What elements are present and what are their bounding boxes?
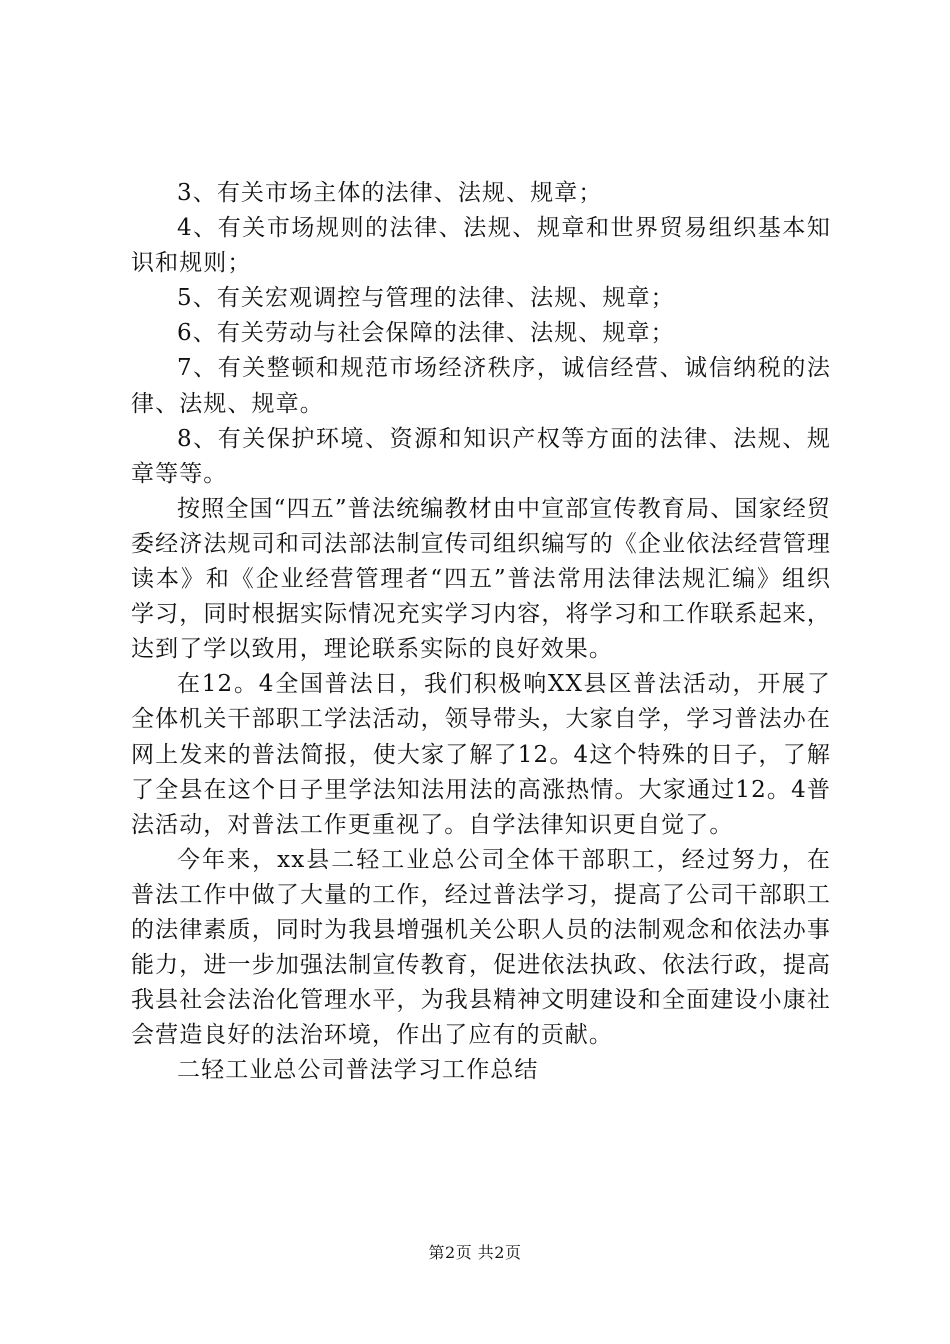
paragraph-study-materials: 按照全国“四五”普法统编教材由中宣部宣传教育局、国家经贸委经济法规司和司法部法制宣传司组织编写的《企业依法经营管理读本》和《企业经营管理者“四五”普法常用法律法规汇编》组织学习，同时根据实际情况充实学习内容，将学习和工作联系起来，达到了学以致用，理论联系实际的良好效果。 [131, 495, 831, 663]
paragraph-summary: 今年来，xx县二轻工业总公司全体干部职工，经过努力，在普法工作中做了大量的工作，经过普法学习，提高了公司干部职工的法律素质，同时为我县增强机关公职人员的法制观念和依法办事能力，进一步加强法制宣传教育，促进依法执政、依法行政，提高我县社会法治化管理水平，为我县精神文明建设和全面建设小康社会营造良好的法治环境，作出了应有的贡献。 [131, 846, 831, 1049]
list-item-6: 6、有关劳动与社会保障的法律、法规、规章； [177, 320, 675, 347]
list-item-8: 8、有关保护环境、资源和知识产权等方面的法律、法规、规章等等。 [131, 425, 831, 487]
document-body [131, 176, 831, 1088]
paragraph-legal-day: 在12。4全国普法日，我们积极响XX县区普法活动，开展了全体机关干部职工学法活动，领导带头，大家自学，学习普法办在网上发来的普法简报，使大家了解了12。4这个特殊的日子，了解了全县在这个日子里学法知法用法的高涨热情。大家通过12。4普法活动，对普法工作更重视了。自学法律知识更自觉了。 [131, 671, 831, 838]
list-item-3: 3、有关市场主体的法律、法规、规章； [177, 180, 603, 206]
document-closing-title: 二轻工业总公司普法学习工作总结 [177, 1057, 539, 1084]
list-item-7: 7、有关整顿和规范市场经济秩序，诚信经营、诚信纳税的法律、法规、规章。 [131, 355, 831, 417]
list-item-5: 5、有关宏观调控与管理的法律、法规、规章； [177, 285, 675, 312]
page-number-footer: 第2页 共2页 [428, 1243, 522, 1262]
list-item-4: 4、有关市场规则的法律、法规、规章和世界贸易组织基本知识和规则； [131, 215, 831, 277]
